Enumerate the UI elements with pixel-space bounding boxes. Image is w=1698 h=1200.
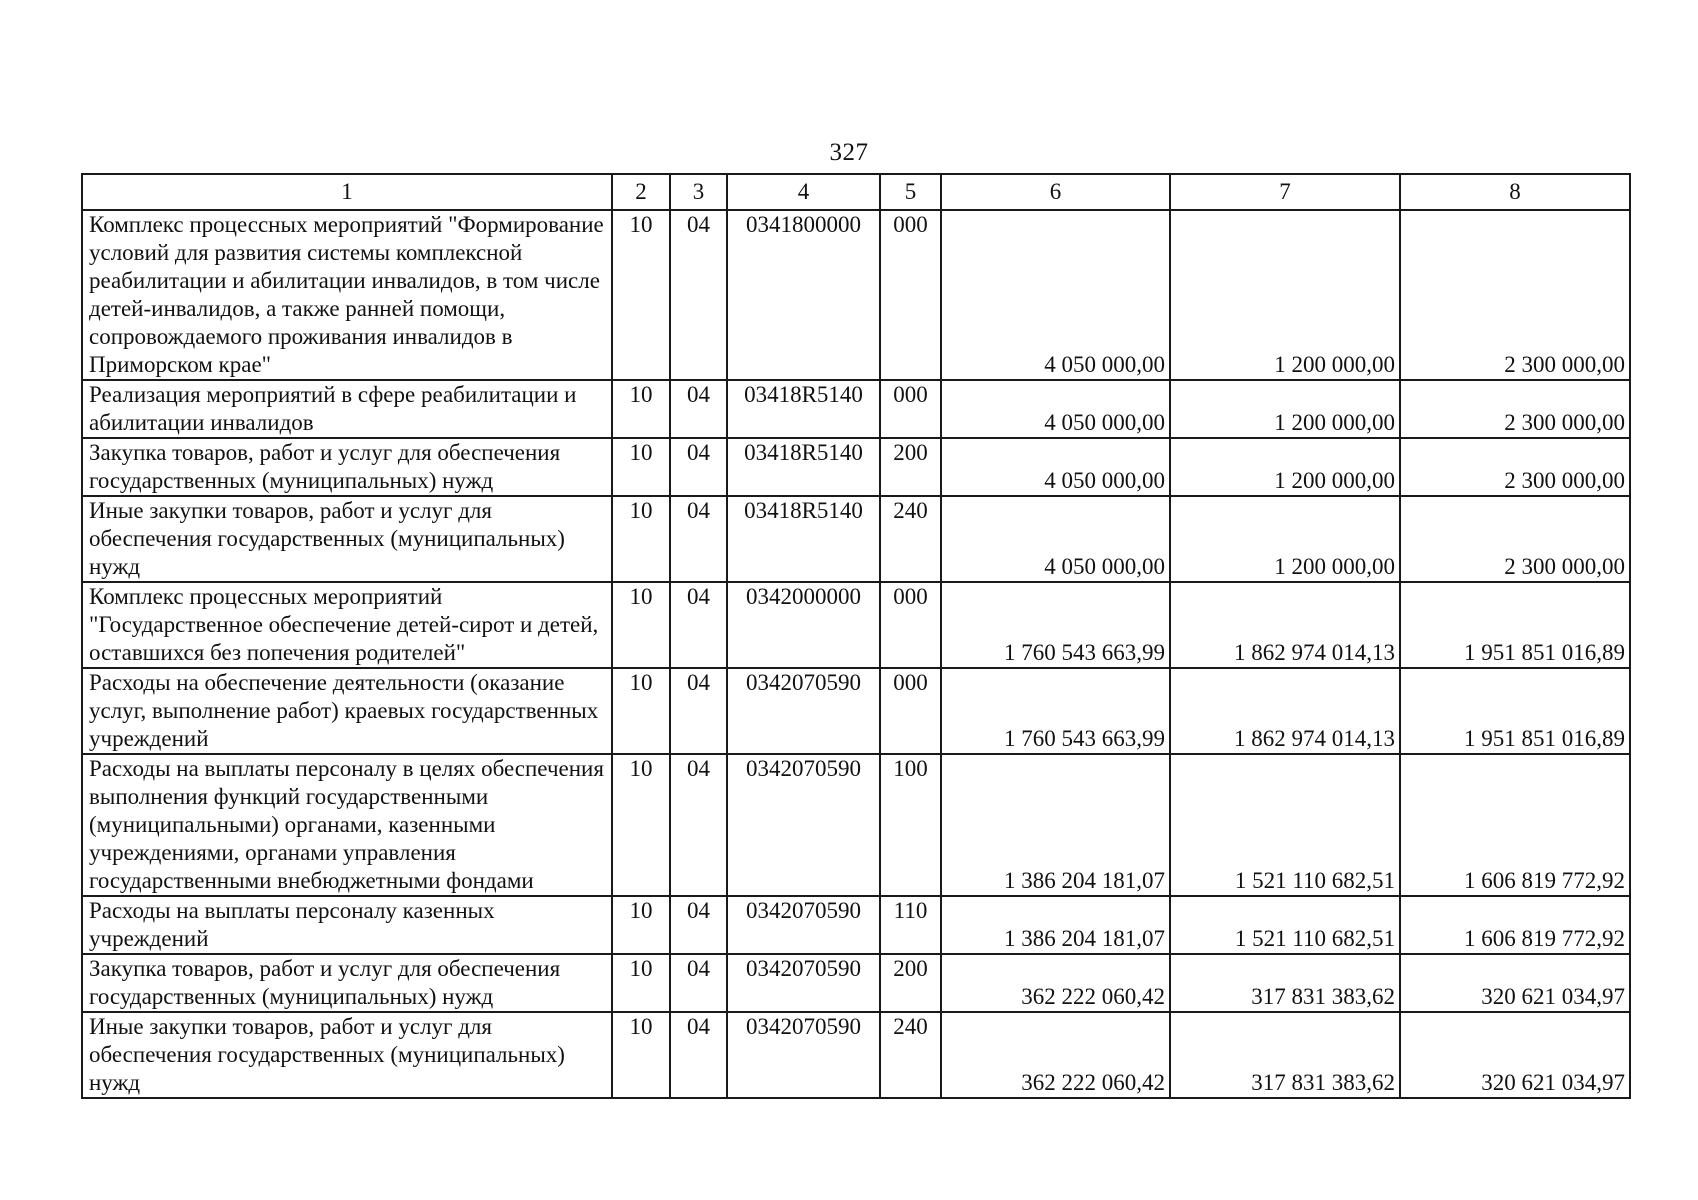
table-header	[82, 174, 1630, 210]
amount-column-7: 1 862 974 014,13	[1170, 582, 1400, 668]
table-row	[82, 496, 1630, 582]
subsection-code: 04	[670, 210, 727, 380]
amount-column-8: 1 606 819 772,92	[1400, 754, 1630, 896]
column-header: 5	[880, 174, 941, 210]
table-row	[82, 380, 1630, 438]
table-body	[82, 210, 1630, 1098]
section-code: 10	[612, 896, 670, 954]
amount-column-8: 2 300 000,00	[1400, 438, 1630, 496]
amount-column-8: 1 951 851 016,89	[1400, 582, 1630, 668]
page-number: 327	[829, 139, 869, 166]
table-row	[82, 1012, 1630, 1098]
expense-name: Реализация мероприятий в сфере реабилитации и абилитации инвалидов	[82, 380, 612, 438]
column-header: 3	[670, 174, 727, 210]
amount-column-6: 4 050 000,00	[941, 438, 1170, 496]
expense-name: Иные закупки товаров, работ и услуг для обеспечения государственных (муниципальных) нужд	[82, 496, 612, 582]
amount-column-7: 317 831 383,62	[1170, 1012, 1400, 1098]
expense-name: Расходы на обеспечение деятельности (оказание услуг, выполнение работ) краевых государственных учреждений	[82, 668, 612, 754]
amount-column-6: 1 386 204 181,07	[941, 754, 1170, 896]
subsection-code: 04	[670, 896, 727, 954]
target-article-code: 0341800000	[727, 210, 880, 380]
target-article-code: 0342070590	[727, 668, 880, 754]
amount-column-6: 4 050 000,00	[941, 380, 1170, 438]
section-code: 10	[612, 438, 670, 496]
target-article-code: 0342000000	[727, 582, 880, 668]
subsection-code: 04	[670, 668, 727, 754]
amount-column-7: 1 200 000,00	[1170, 380, 1400, 438]
amount-column-7: 317 831 383,62	[1170, 954, 1400, 1012]
expense-type-code: 240	[880, 1012, 941, 1098]
subsection-code: 04	[670, 438, 727, 496]
table-row	[82, 210, 1630, 380]
expense-type-code: 240	[880, 496, 941, 582]
expense-name: Иные закупки товаров, работ и услуг для обеспечения государственных (муниципальных) нужд	[82, 1012, 612, 1098]
column-header: 2	[612, 174, 670, 210]
amount-column-6: 1 760 543 663,99	[941, 582, 1170, 668]
target-article-code: 03418R5140	[727, 438, 880, 496]
amount-column-7: 1 521 110 682,51	[1170, 896, 1400, 954]
expense-name: Комплекс процессных мероприятий "Формирование условий для развития системы комплексной реабилитации и абилитации инвалидов, в том числе детей-инвалидов, а также ранней помощи, сопровождаемого проживания инвалидов в Приморском крае"	[82, 210, 612, 380]
section-code: 10	[612, 210, 670, 380]
column-header: 7	[1170, 174, 1400, 210]
amount-column-6: 362 222 060,42	[941, 954, 1170, 1012]
amount-column-7: 1 521 110 682,51	[1170, 754, 1400, 896]
amount-column-8: 2 300 000,00	[1400, 496, 1630, 582]
amount-column-8: 2 300 000,00	[1400, 210, 1630, 380]
expense-name: Закупка товаров, работ и услуг для обеспечения государственных (муниципальных) нужд	[82, 954, 612, 1012]
amount-column-8: 1 951 851 016,89	[1400, 668, 1630, 754]
expense-type-code: 000	[880, 582, 941, 668]
target-article-code: 03418R5140	[727, 380, 880, 438]
subsection-code: 04	[670, 754, 727, 896]
expense-type-code: 200	[880, 438, 941, 496]
amount-column-7: 1 862 974 014,13	[1170, 668, 1400, 754]
amount-column-8: 2 300 000,00	[1400, 380, 1630, 438]
subsection-code: 04	[670, 582, 727, 668]
subsection-code: 04	[670, 380, 727, 438]
table-row	[82, 582, 1630, 668]
expense-name: Закупка товаров, работ и услуг для обеспечения государственных (муниципальных) нужд	[82, 438, 612, 496]
subsection-code: 04	[670, 1012, 727, 1098]
amount-column-7: 1 200 000,00	[1170, 438, 1400, 496]
amount-column-6: 4 050 000,00	[941, 210, 1170, 380]
expense-name: Расходы на выплаты персоналу казенных учреждений	[82, 896, 612, 954]
subsection-code: 04	[670, 496, 727, 582]
expense-type-code: 000	[880, 668, 941, 754]
amount-column-8: 320 621 034,97	[1400, 954, 1630, 1012]
expense-type-code: 110	[880, 896, 941, 954]
table-row	[82, 668, 1630, 754]
target-article-code: 0342070590	[727, 754, 880, 896]
expense-name: Расходы на выплаты персоналу в целях обеспечения выполнения функций государственными (муниципальными) органами, казенными учреждениями, органами управления государственными внебюджетными фондами	[82, 754, 612, 896]
table-row	[82, 754, 1630, 896]
expense-type-code: 000	[880, 380, 941, 438]
amount-column-6: 362 222 060,42	[941, 1012, 1170, 1098]
section-code: 10	[612, 1012, 670, 1098]
column-header: 8	[1400, 174, 1630, 210]
header-row	[82, 174, 1630, 210]
section-code: 10	[612, 754, 670, 896]
amount-column-7: 1 200 000,00	[1170, 210, 1400, 380]
target-article-code: 0342070590	[727, 1012, 880, 1098]
amount-column-8: 1 606 819 772,92	[1400, 896, 1630, 954]
amount-column-8: 320 621 034,97	[1400, 1012, 1630, 1098]
budget-table	[81, 173, 1631, 1099]
expense-type-code: 200	[880, 954, 941, 1012]
amount-column-6: 4 050 000,00	[941, 496, 1170, 582]
expense-type-code: 100	[880, 754, 941, 896]
expense-name: Комплекс процессных мероприятий "Государственное обеспечение детей-сирот и детей, оставшихся без попечения родителей"	[82, 582, 612, 668]
target-article-code: 03418R5140	[727, 496, 880, 582]
section-code: 10	[612, 496, 670, 582]
table-row	[82, 954, 1630, 1012]
section-code: 10	[612, 380, 670, 438]
amount-column-6: 1 386 204 181,07	[941, 896, 1170, 954]
target-article-code: 0342070590	[727, 896, 880, 954]
target-article-code: 0342070590	[727, 954, 880, 1012]
table-row	[82, 438, 1630, 496]
amount-column-6: 1 760 543 663,99	[941, 668, 1170, 754]
expense-type-code: 000	[880, 210, 941, 380]
section-code: 10	[612, 668, 670, 754]
section-code: 10	[612, 954, 670, 1012]
column-header: 4	[727, 174, 880, 210]
subsection-code: 04	[670, 954, 727, 1012]
column-header: 6	[941, 174, 1170, 210]
section-code: 10	[612, 582, 670, 668]
amount-column-7: 1 200 000,00	[1170, 496, 1400, 582]
table-row	[82, 896, 1630, 954]
column-header: 1	[82, 174, 612, 210]
